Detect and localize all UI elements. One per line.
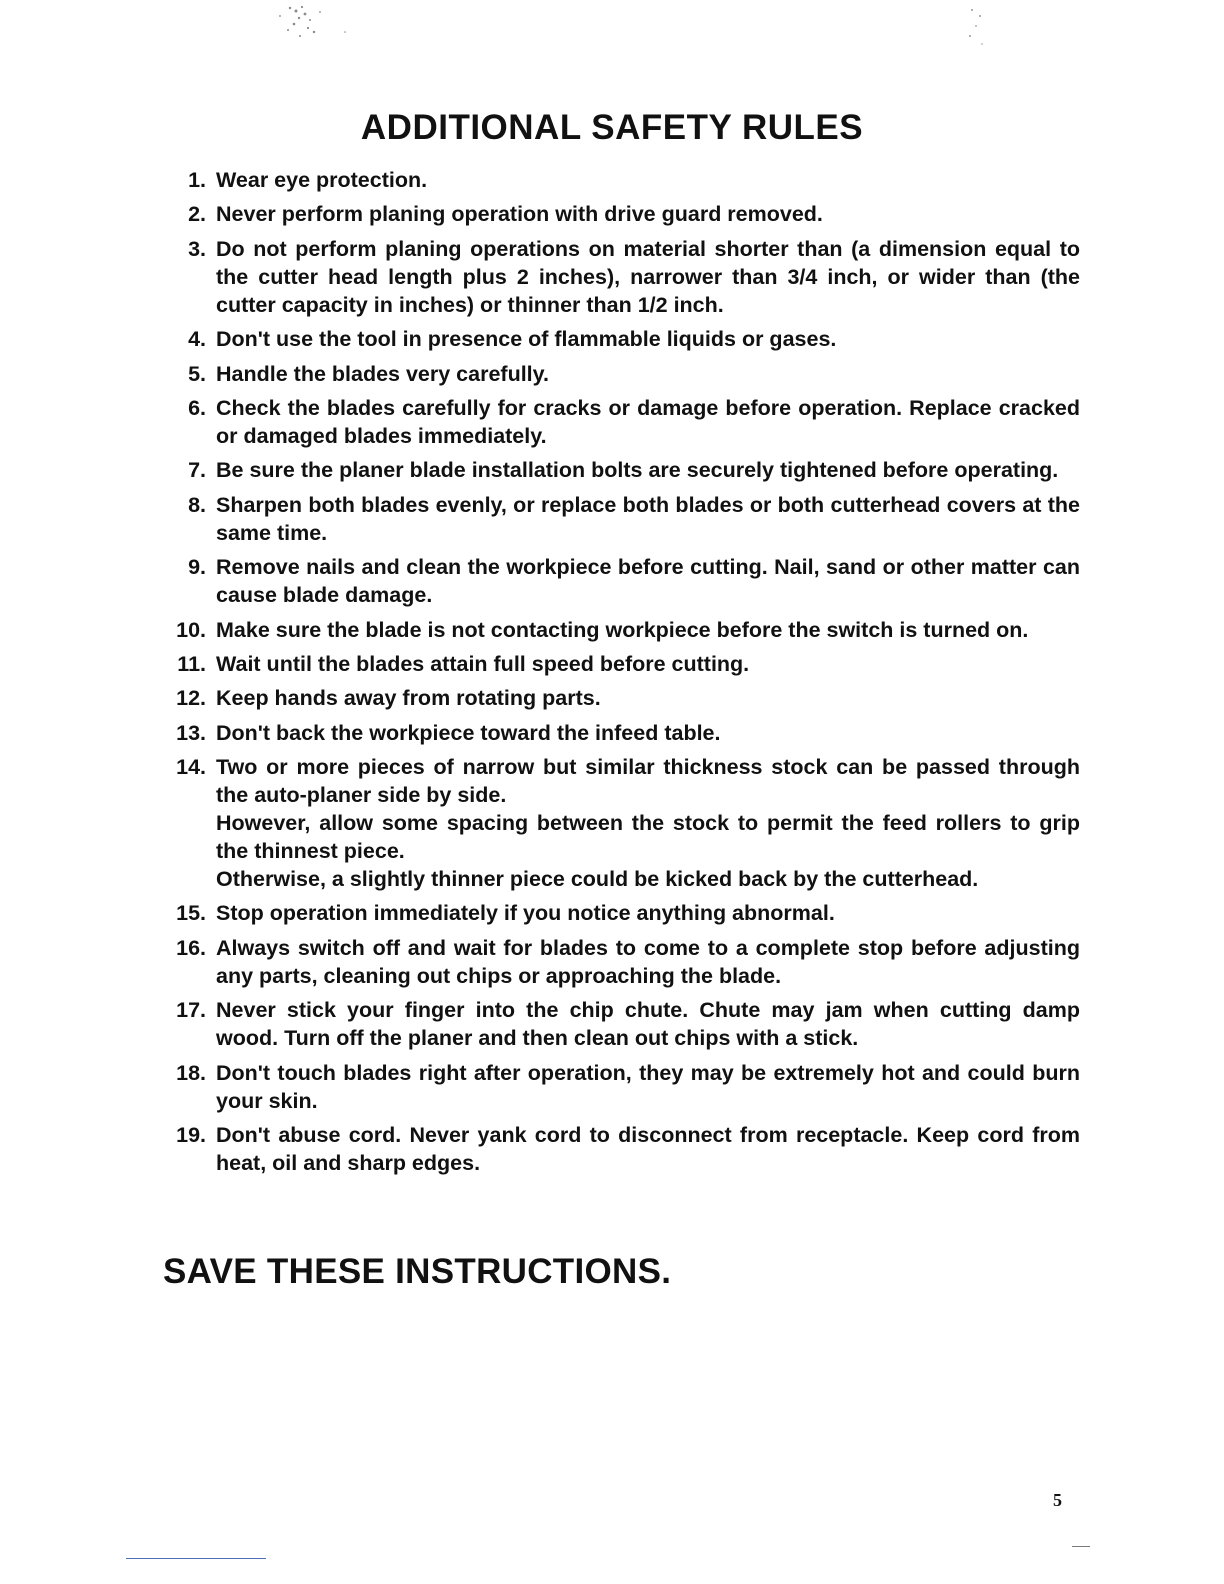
- rule-number: 17.: [176, 998, 206, 1023]
- rule-text: [216, 553, 1080, 609]
- rule-text: [216, 719, 1080, 747]
- rule-paragraph: Don't abuse cord. Never yank cord to disconnect from receptacle. Keep cord from heat, oil and sharp edges.: [216, 1123, 1080, 1176]
- rule-number: 4.: [188, 327, 206, 352]
- rule-paragraph: Handle the blades very carefully.: [216, 361, 549, 386]
- rule-number: 16.: [176, 935, 206, 960]
- rule-text: [216, 934, 1080, 990]
- rule-item: [160, 1059, 1080, 1115]
- rule-item: [160, 899, 1080, 927]
- rule-number: 19.: [176, 1123, 206, 1148]
- rule-item: [160, 934, 1080, 990]
- scan-line-bottom-right: [1072, 1546, 1090, 1547]
- rule-paragraph: Wear eye protection.: [216, 168, 428, 192]
- rule-text: [216, 456, 1080, 484]
- rule-item: [160, 456, 1080, 484]
- page-number: 5: [1053, 1490, 1062, 1510]
- rule-number: 7.: [188, 458, 206, 483]
- rule-text: [216, 360, 1080, 388]
- rule-item: [160, 553, 1080, 609]
- rule-item: [160, 684, 1080, 712]
- rule-item: [160, 616, 1080, 644]
- rule-paragraph: Keep hands away from rotating parts.: [216, 686, 601, 711]
- page-title: ADDITIONAL SAFETY RULES: [360, 108, 864, 147]
- rule-paragraph: Don't back the workpiece toward the infeed table.: [216, 720, 721, 745]
- rule-paragraph: Stop operation immediately if you notice anything abnormal.: [216, 901, 835, 926]
- rule-paragraph: Check the blades carefully for cracks or damage before operation. Replace cracked or damaged blades immediately.: [216, 395, 1080, 448]
- rule-text: [216, 200, 1080, 228]
- rule-paragraph: Make sure the blade is not contacting workpiece before the switch is turned on.: [216, 617, 1029, 642]
- rule-number: 8.: [188, 492, 206, 517]
- rule-number: 6.: [188, 395, 206, 420]
- rule-item: [160, 996, 1080, 1052]
- rule-number: 11.: [177, 651, 206, 676]
- rule-item: [160, 166, 1080, 194]
- rule-number: 3.: [188, 236, 206, 261]
- rule-number: 10.: [176, 617, 206, 642]
- rule-number: 18.: [176, 1060, 206, 1085]
- rule-number: 12.: [176, 686, 206, 711]
- rule-number: 14.: [176, 755, 206, 780]
- rule-text: [216, 325, 1080, 353]
- rule-text: [216, 684, 1080, 712]
- rule-item: [160, 1121, 1080, 1177]
- rule-paragraph: Don't use the tool in presence of flammable liquids or gases.: [216, 327, 837, 352]
- rule-text: [216, 1121, 1080, 1177]
- rule-number: 2.: [188, 202, 206, 227]
- safety-rules-list: [160, 166, 1080, 1183]
- rule-number: 1.: [188, 168, 206, 192]
- rule-text: [216, 899, 1080, 927]
- rule-paragraph: Wait until the blades attain full speed before cutting.: [216, 651, 750, 676]
- scan-speckle-right: [960, 2, 1020, 52]
- rule-paragraph: Remove nails and clean the workpiece before cutting. Nail, sand or other matter can cause blade damage.: [216, 555, 1080, 608]
- rule-item: [160, 719, 1080, 747]
- rule-paragraph: Never stick your finger into the chip chute. Chute may jam when cutting damp wood. Turn off the planer and then clean out chips with a stick.: [216, 998, 1080, 1051]
- rule-number: 5.: [188, 361, 206, 386]
- rule-paragraph: Two or more pieces of narrow but similar thickness stock can be passed through the auto-planer side by side.: [216, 755, 1080, 808]
- rule-paragraph: Sharpen both blades evenly, or replace both blades or both cutterhead covers at the same time.: [216, 492, 1080, 545]
- rule-text: [216, 753, 1080, 893]
- rule-paragraph: Otherwise, a slightly thinner piece could be kicked back by the cutterhead.: [216, 867, 979, 892]
- rule-item: [160, 491, 1080, 547]
- rule-paragraph: Be sure the planer blade installation bolts are securely tightened before operating.: [216, 458, 1059, 483]
- rule-paragraph: Always switch off and wait for blades to come to a complete stop before adjusting any parts, cleaning out chips or approaching the blade.: [216, 935, 1080, 988]
- rule-paragraph: Do not perform planing operations on material shorter than (a dimension equal to the cutter head length plus 2 inches), narrower than 3/4 inch, or wider than (the cutter capacity in inches) or thinner than 1/2 inch.: [216, 236, 1080, 317]
- rule-text: [216, 996, 1080, 1052]
- rule-paragraph: However, allow some spacing between the stock to permit the feed rollers to grip the thinnest piece.: [216, 811, 1080, 864]
- rule-number: 15.: [176, 901, 206, 926]
- rule-item: [160, 394, 1080, 450]
- rule-text: [216, 394, 1080, 450]
- rule-item: [160, 753, 1080, 893]
- scan-line-bottom-left: [126, 1558, 266, 1559]
- rule-text: [216, 1059, 1080, 1115]
- rule-item: [160, 235, 1080, 319]
- rule-paragraph: Don't touch blades right after operation, they may be extremely hot and could burn your skin.: [216, 1060, 1080, 1113]
- rule-text: [216, 616, 1080, 644]
- rule-text: [216, 235, 1080, 319]
- rule-number: 9.: [188, 555, 206, 580]
- rule-paragraph: Never perform planing operation with drive guard removed.: [216, 202, 823, 227]
- save-instructions-heading: SAVE THESE INSTRUCTIONS.: [163, 1252, 672, 1291]
- rule-item: [160, 200, 1080, 228]
- rule-item: [160, 360, 1080, 388]
- rule-item: [160, 325, 1080, 353]
- rule-text: [216, 491, 1080, 547]
- rule-text: [216, 166, 1080, 194]
- rule-item: [160, 650, 1080, 678]
- rule-text: [216, 650, 1080, 678]
- scan-speckle: [250, 2, 370, 52]
- rule-number: 13.: [176, 720, 206, 745]
